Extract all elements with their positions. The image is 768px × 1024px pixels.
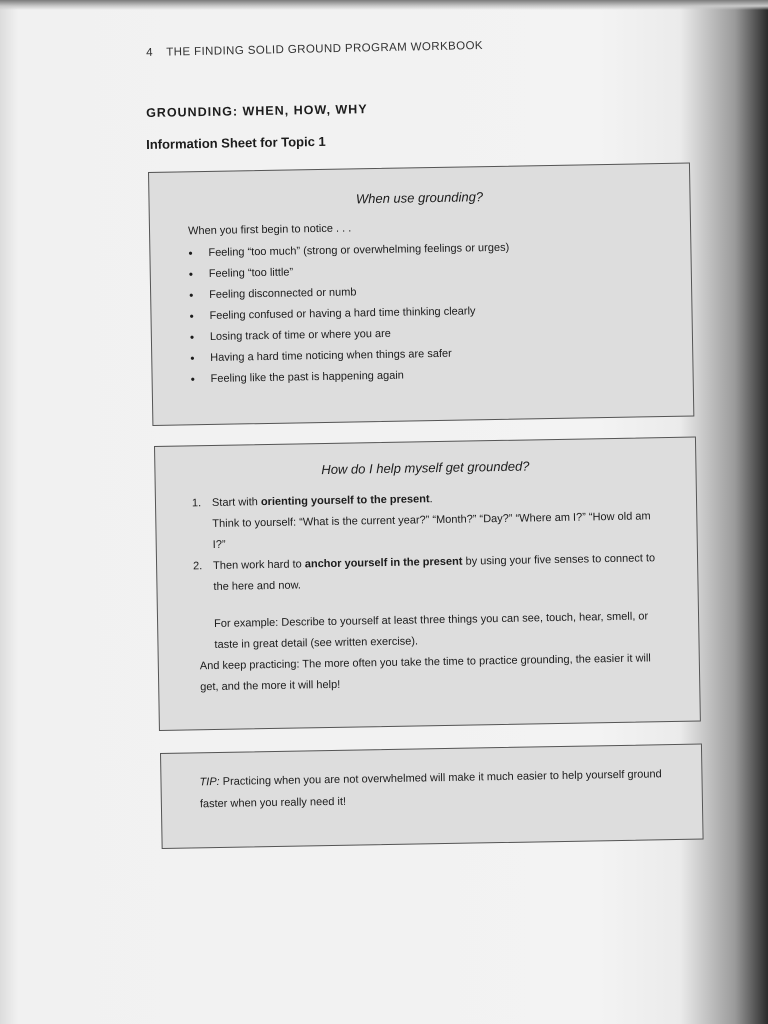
step-2-bold: anchor yourself in the present: [304, 555, 463, 571]
how-grounding-box: [154, 437, 701, 731]
step-1-bold: orienting yourself to the present: [260, 493, 430, 509]
keep-practicing-text: And keep practicing: The more often you take the time to practice grounding, the easier it will get, and the more it will help!: [199, 652, 651, 694]
step-2-number: 2.: [193, 560, 203, 573]
tip-label: TIP:: [199, 775, 220, 789]
list-item: • Losing track of time or where you are: [190, 319, 692, 349]
running-header: [146, 40, 483, 59]
how-box-title: How do I help myself get grounded?: [321, 458, 530, 478]
page-number: 4: [146, 46, 154, 59]
step-1: [192, 485, 663, 556]
feelings-list: [188, 235, 692, 391]
tip-body: Practicing when you are not overwhelmed will make it much easier to help yourself ground faster when you really need it!: [199, 768, 662, 811]
step-2-pre: Then work hard to: [212, 558, 305, 572]
list-item: • Feeling confused or having a hard time thinking clearly: [189, 298, 691, 328]
running-title: THE FINDING SOLID GROUND PROGRAM WORKBOOK: [166, 39, 484, 59]
tip-text: [199, 763, 670, 815]
step-2: [193, 548, 664, 598]
scan-top-edge: [0, 0, 768, 10]
info-sheet-subtitle: Information Sheet for Topic 1: [146, 133, 326, 152]
list-item: • Feeling “too much” (strong or overwhelming feelings or urges): [188, 235, 690, 265]
list-item: • Feeling disconnected or numb: [189, 277, 691, 307]
list-item: • Feeling like the past is happening again: [190, 361, 692, 391]
list-item: • Feeling “too little”: [189, 256, 691, 286]
list-item: • Having a hard time noticing when things are safer: [190, 340, 692, 370]
example-text: For example: Describe to yourself at least three things you can see, touch, hear, smell, or taste in great detail (see written exercise).: [214, 610, 649, 651]
step-2-post: by using your five senses to connect to the here and now.: [213, 552, 656, 593]
when-box-intro: When you first begin to notice . . .: [187, 222, 352, 238]
step-1-detail: Think to yourself: “What is the current year?” “Month?” “Day?” “Where am I?” “How old am I?”: [212, 510, 651, 551]
step-1-number: 1.: [191, 497, 202, 510]
tip-box: [160, 744, 704, 849]
when-box-title: When use grounding?: [355, 189, 484, 207]
grounding-steps: [192, 485, 666, 698]
step-1-post: .: [429, 493, 433, 506]
section-title: GROUNDING: WHEN, HOW, WHY: [146, 102, 368, 120]
step-1-pre: Start with: [211, 496, 262, 509]
when-grounding-box: [148, 163, 694, 426]
